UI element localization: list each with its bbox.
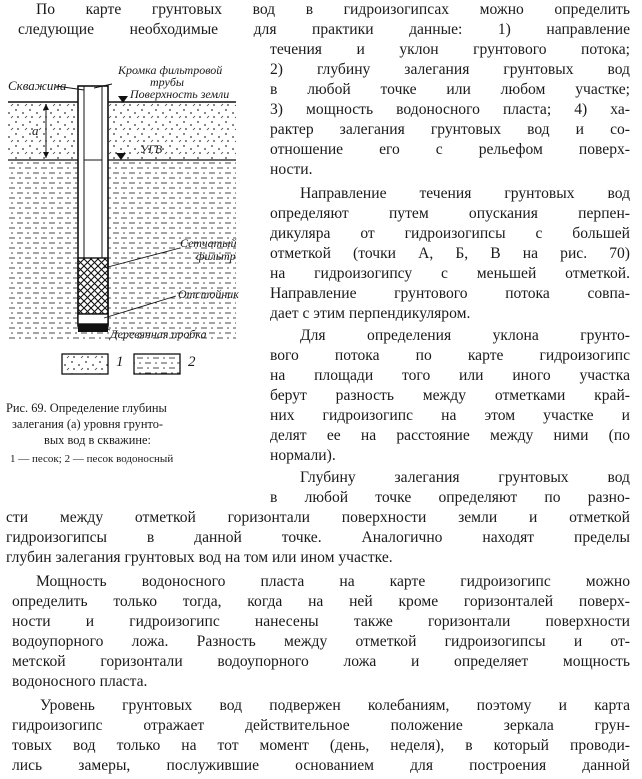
text-line: Мощность водоносного пласта на карте гидроизогипс можно [36,573,630,590]
label-pipe: трубы [150,75,184,89]
text-line: гидроизогипс отражает действительное положение зеркала грун- [12,717,630,734]
text-line: водоупорного ложа. Разность между отметкой гидроизогипсы и от- [12,633,630,650]
text-line: дикуляра от гидроизогипсы с большей [270,225,630,242]
text-line: 2) глубину залегания грунтовых вод [270,61,630,78]
text-line: По карте грунтовых вод в гидроизогипсах можно определить [36,1,630,18]
legend-wet-sand-swatch [134,354,180,374]
sump [78,314,108,324]
text-line: Направление грунтового потока совпа- [270,285,630,302]
text-line: определяют путем опускания перпен- [270,205,630,222]
text-line: отношение его с рельефом поверх- [270,141,630,158]
label-gwl: УГВ [140,142,163,156]
text-line: в любой точке или любом участке; [270,81,630,98]
dry-sand-layer [8,102,236,160]
text-line: на гидроизогипсу с меньшей отметкой. [270,265,630,282]
text-line: сти между отметкой горизонтали поверхности земли и отметкой [6,509,630,526]
label-wooden-plug: Деревянная пробка [110,327,207,341]
text-line: водоносного пласта. [12,673,148,690]
figure-caption-line-3: вых вод в скважине: [44,433,151,447]
label-depth-a: a [32,123,39,138]
text-line: глубин залегания грунтовых вод на том или ином участке. [6,549,393,566]
figure-caption-line-4: 1 — песок; 2 — песок водоносный [10,453,174,465]
text-line: нормали). [270,447,336,464]
text-line: делят ее на расстояние между ними (по [270,427,630,444]
legend-num-2: 2 [188,354,196,370]
text-line: следующие необходимые для практики данные: 1) направление [18,21,630,38]
text-line: Глубину залегания грунтовых вод [300,469,630,486]
text-line: на площади того или иного участка [270,367,630,384]
text-line: Уровень грунтовых вод подвержен колебаниям, поэтому и карта [40,697,630,714]
legend-num-1: 1 [116,354,124,370]
label-sump: Отстойник [178,287,239,301]
wooden-plug [78,324,108,332]
text-line: гидроизогипсы в данной точке. Аналогично находят пределы [6,529,630,546]
text-line: 3) мощность водоносного пласта; 4) ха- [270,101,630,118]
text-line: отметкой (точки А, Б, В на рис. 70) [270,245,630,262]
text-line: дает с этим перпендикуляром. [270,305,471,322]
text-line: товых вод только на тот момент (день, неделя), в который проводи- [12,737,630,754]
text-line: течения и уклон грунтового потока; [270,41,630,58]
text-line: ности и гидроизогипс нанесены также горизонтали поверхности [12,613,630,630]
text-line: берут разность между отметками край- [270,387,630,404]
figure-caption-line-1: Рис. 69. Определение глубины [6,401,167,415]
text-line: определить только тогда, когда на ней кроме горизонталей поверх- [12,593,630,610]
text-line: в любой точке определяют по разно- [270,489,630,506]
mesh-filter [78,258,108,314]
label-filter: фильтр [196,249,236,263]
label-pipe-edge: Кромка фильтровой [118,63,223,77]
text-line: вого потока по карте гидроизогипс [270,347,630,364]
text-line: ности. [270,161,313,178]
text-line: лись замеры, послужившие основанием для построения данной [12,757,630,774]
legend-sand-swatch [62,354,108,374]
label-mesh-filter: Сетчатый [180,236,237,250]
figure-caption-line-2: залегания (а) уровня грунто- [12,417,164,431]
label-ground-surface: Поверхность земли [130,87,230,101]
text-line: метской горизонтали водоупорного ложа и определяет мощность [12,653,630,670]
text-line: Для определения уклона грунто- [300,327,630,344]
label-borehole: Скважина [8,78,67,93]
text-line: них гидроизогипс на этом участке и [270,407,630,424]
text-line: Направление течения грунтовых вод [300,185,630,202]
text-line: рактер залегания грунтовых вод и со- [270,121,630,138]
